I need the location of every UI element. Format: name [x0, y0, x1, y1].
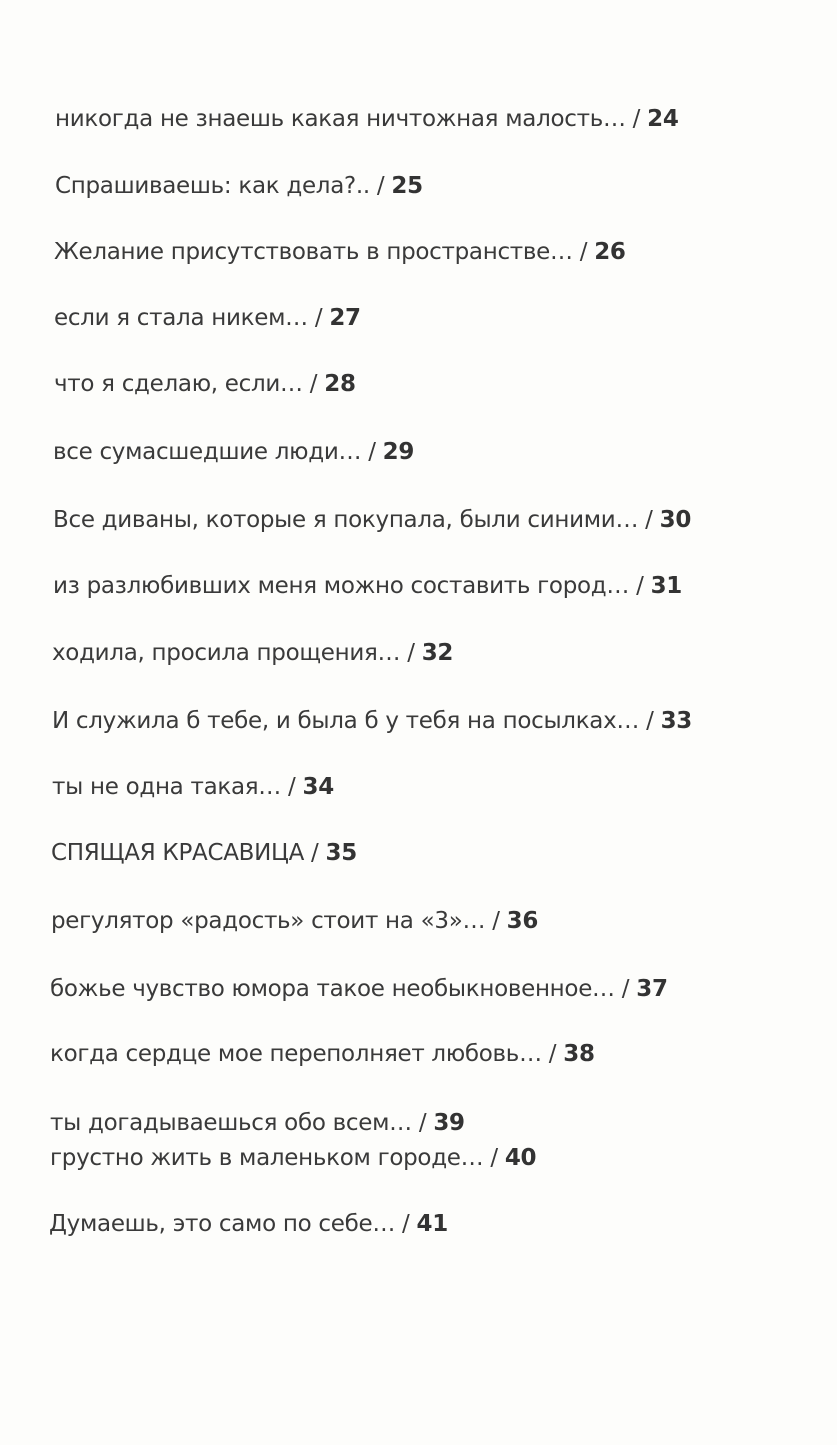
- toc-entry: [51, 906, 538, 936]
- toc-entry-title: никогда не знаешь какая ничтожная малость…: [55, 106, 626, 132]
- toc-entry-separator: /: [629, 573, 651, 599]
- toc-entry-separator: /: [395, 1211, 417, 1237]
- toc-entry-separator: /: [572, 239, 595, 265]
- toc-entry: [50, 1039, 595, 1069]
- toc-entry-page: 26: [594, 239, 626, 265]
- toc-entry-page: 27: [329, 305, 361, 331]
- toc-entry-separator: /: [485, 908, 507, 934]
- toc-entry-separator: /: [483, 1145, 505, 1171]
- toc-entry: [50, 1108, 465, 1138]
- toc-entry: [51, 838, 357, 868]
- toc-entry-separator: /: [307, 305, 330, 331]
- toc-entry-page: 39: [433, 1110, 465, 1136]
- toc-entry-separator: /: [541, 1041, 564, 1067]
- toc-entry-separator: /: [625, 106, 648, 132]
- toc-entry-separator: /: [614, 976, 637, 1002]
- toc-entry-page: 28: [324, 371, 356, 397]
- toc-entry-title: Спрашиваешь: как дела?..: [55, 173, 370, 199]
- toc-entry: [50, 974, 668, 1004]
- toc-entry-title: Все диваны, которые я покупала, были синими…: [53, 507, 639, 533]
- toc-entry-page: 33: [660, 708, 693, 734]
- toc-entry-separator: /: [411, 1110, 434, 1136]
- toc-entry-page: 32: [421, 640, 454, 666]
- toc-entry-title: Думаешь, это само по себе…: [49, 1211, 396, 1237]
- toc-entry-separator: /: [302, 371, 325, 397]
- toc-entry-title: что я сделаю, если…: [54, 371, 303, 397]
- toc-entry: [55, 171, 423, 201]
- toc-entry: [53, 437, 414, 467]
- toc-entry-title: ты не одна такая…: [52, 774, 281, 800]
- toc-entry-page: 30: [659, 507, 692, 533]
- toc-entry-title: ходила, просила прощения…: [52, 640, 401, 666]
- toc-entry: [53, 505, 691, 535]
- toc-entry-title: все сумасшедшие люди…: [53, 439, 362, 465]
- toc-entry: [53, 571, 682, 601]
- toc-entry-title: из разлюбивших меня можно составить город…: [53, 573, 630, 599]
- toc-entry-page: 31: [650, 573, 682, 599]
- toc-entry-page: 37: [636, 976, 668, 1002]
- toc-entry-title: СПЯЩАЯ КРАСАВИЦА: [51, 840, 305, 866]
- toc-entry: [54, 237, 626, 267]
- toc-entry-separator: /: [639, 708, 661, 734]
- toc-entry-page: 25: [391, 173, 423, 199]
- toc-entry: [54, 369, 356, 399]
- toc-entry-title: И служила б тебе, и была б у тебя на посылках…: [52, 708, 640, 734]
- toc-entry-title: божье чувство юмора такое необыкновенное…: [50, 976, 615, 1002]
- toc-entry: [49, 1209, 448, 1239]
- toc-entry-page: 40: [504, 1145, 537, 1171]
- toc-entry: [55, 104, 679, 134]
- toc-entry: [52, 638, 453, 668]
- toc-entry-separator: /: [361, 439, 383, 465]
- toc-entry-title: если я стала никем…: [54, 305, 308, 331]
- toc-entry-separator: /: [304, 840, 326, 866]
- toc-entry-separator: /: [369, 173, 392, 199]
- toc-entry: [52, 772, 334, 802]
- toc-entry: [50, 1143, 536, 1173]
- toc-entry-separator: /: [400, 640, 422, 666]
- toc-entry-title: Желание присутствовать в пространстве…: [54, 239, 573, 265]
- toc-entry-title: грустно жить в маленьком городе…: [50, 1145, 484, 1171]
- toc-entry-page: 36: [506, 908, 539, 934]
- toc-entry-title: регулятор «радость» стоит на «3»…: [51, 908, 486, 934]
- toc-entry-title: когда сердце мое переполняет любовь…: [50, 1041, 542, 1067]
- toc-entry-title: ты догадываешься обо всем…: [50, 1110, 412, 1136]
- toc-entry-page: 24: [647, 106, 679, 132]
- toc-entry-page: 34: [302, 774, 334, 800]
- toc-entry-page: 35: [325, 840, 357, 866]
- toc-entry-separator: /: [638, 507, 660, 533]
- toc-entry-page: 38: [563, 1041, 595, 1067]
- toc-entry-page: 41: [416, 1211, 448, 1237]
- toc-entry: [54, 303, 361, 333]
- toc-entry-separator: /: [281, 774, 303, 800]
- toc-entry-page: 29: [382, 439, 415, 465]
- toc-entry: [52, 706, 692, 736]
